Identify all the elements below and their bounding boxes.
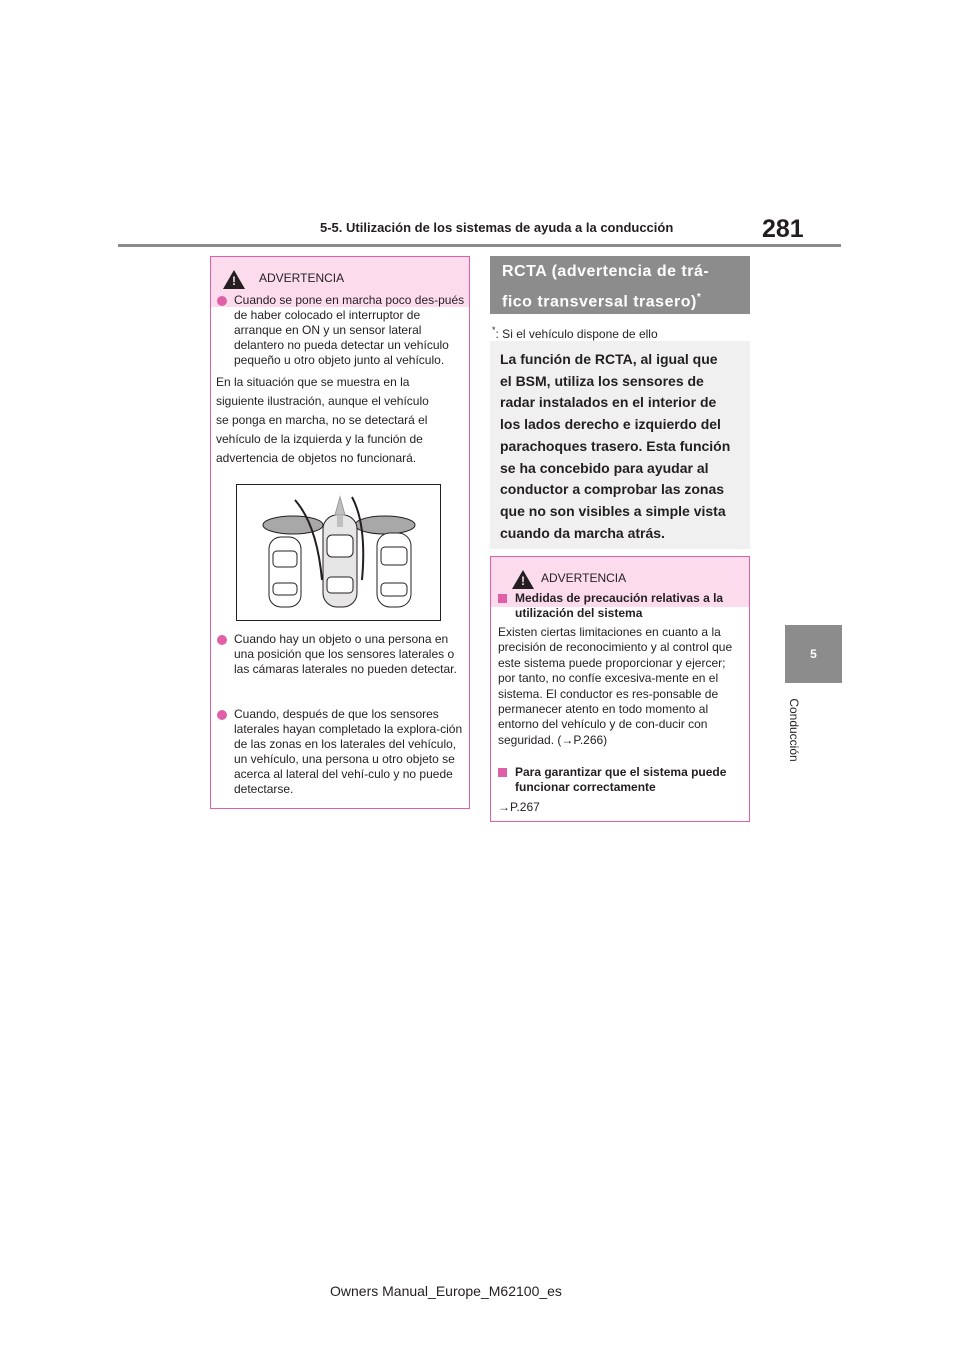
- square-bullet-icon: [498, 594, 507, 603]
- item-title-text: Para garantizar que el sistema puede funcionar correctamente: [515, 765, 727, 794]
- center-car-icon: [323, 515, 357, 607]
- warning-label: ADVERTENCIA: [259, 271, 345, 285]
- heading-line: RCTA (advertencia de trá-: [502, 263, 710, 280]
- heading-line: [502, 285, 738, 315]
- heading-footnote-mark: *: [696, 292, 702, 303]
- bullet-icon: [217, 635, 227, 645]
- square-bullet-icon: [498, 768, 507, 777]
- intro-line: los lados derecho e izquierdo del: [500, 416, 721, 433]
- intro-line: que no son visibles a simple vista: [500, 502, 726, 519]
- intro-line: se ha concebido para ayudar al: [500, 459, 709, 476]
- parked-cars-illustration: [236, 484, 441, 621]
- warning-item-title: [498, 591, 742, 621]
- intro-line: el BSM, utiliza los sensores de: [500, 372, 704, 389]
- page-reference: →P.267: [498, 800, 540, 814]
- paragraph-line: se ponga en marcha, no se detectará el: [216, 413, 428, 427]
- warning-item-body: Existen ciertas limitaciones en cuanto a la precisión de reconocimiento y al control que este sistema puede proporcionar y ejercer; por tanto, no confíe excesiva-mente en el sistema. El conductor es res-ponsable de permanecer atento en todo momento al entorno del vehículo y de con-ducir con seguridad. (→P.266): [498, 625, 733, 747]
- item-title-text: Medidas de precaución relativas a la utilización del sistema: [515, 591, 724, 620]
- paragraph-line: vehículo de la izquierda y la función de: [216, 432, 423, 446]
- chapter-tab-number: 5: [785, 625, 842, 683]
- warning-label: ADVERTENCIA: [541, 571, 627, 585]
- intro-line: La función de RCTA, al igual que: [500, 351, 718, 367]
- warning-triangle-icon: [512, 570, 534, 589]
- rcta-heading: [490, 256, 750, 314]
- chapter-name-text: Conducción: [787, 698, 801, 762]
- cars-diagram: [237, 485, 440, 620]
- footer-text: Owners Manual_Europe_M62100_es: [330, 1283, 562, 1299]
- footnote: [492, 325, 658, 341]
- left-car-icon: [269, 537, 301, 607]
- footnote-text: : Si el vehículo dispone de ello: [495, 327, 658, 341]
- warning-paragraph: [216, 373, 466, 468]
- direction-arrow-shaft: [337, 515, 343, 527]
- section-title: 5-5. Utilización de los sistemas de ayuda a la conducción: [320, 220, 674, 235]
- intro-line: cuando da marcha atrás.: [500, 524, 665, 541]
- intro-line: conductor a comprobar las zonas: [500, 481, 725, 498]
- page-number: 281: [762, 215, 804, 243]
- bullet-icon: [217, 710, 227, 720]
- paragraph-line: En la situación que se muestra en la: [216, 375, 410, 389]
- footnote-mark: *: [492, 325, 496, 335]
- bullet-text: Cuando, después de que los sensores laterales hayan completado la explora-ción de las zonas en los laterales del vehículo, un vehículo, una persona u otro objeto se acerca al lateral del vehí-culo y no puede detectarse.: [234, 707, 463, 796]
- header-divider: [118, 244, 841, 247]
- bullet-text: Cuando se pone en marcha poco des-pués de haber colocado el interruptor de arranque en ON y un sensor lateral delantero no pueda detectar un vehículo pequeño u otro objeto junto al vehículo.: [234, 293, 465, 367]
- bullet-icon: [217, 296, 227, 306]
- warning-bullet: [217, 707, 465, 797]
- warning-bullet: [217, 293, 465, 368]
- sensor-zone-left: [263, 516, 323, 534]
- bullet-text: Cuando hay un objeto o una persona en una posición que los sensores laterales o las cámaras laterales no pueden detectar.: [234, 632, 457, 676]
- intro-line: parachoques trasero. Esta función: [500, 437, 731, 454]
- warning-box-right: [490, 556, 750, 822]
- heading-text: fico transversal trasero): [502, 293, 697, 311]
- chapter-tab-label: [776, 690, 812, 770]
- intro-line: radar instalados en el interior de: [500, 394, 717, 411]
- warning-item-title: [498, 765, 742, 795]
- sensor-zone-right: [355, 516, 415, 534]
- direction-arrow-icon: [335, 497, 345, 515]
- paragraph-line: siguiente ilustración, aunque el vehículo: [216, 394, 429, 408]
- rcta-intro-box: [490, 341, 750, 549]
- warning-triangle-icon: [223, 270, 245, 289]
- paragraph-line: advertencia de objetos no funcionará.: [216, 451, 417, 465]
- right-car-icon: [377, 533, 411, 607]
- warning-bullet: [217, 632, 465, 677]
